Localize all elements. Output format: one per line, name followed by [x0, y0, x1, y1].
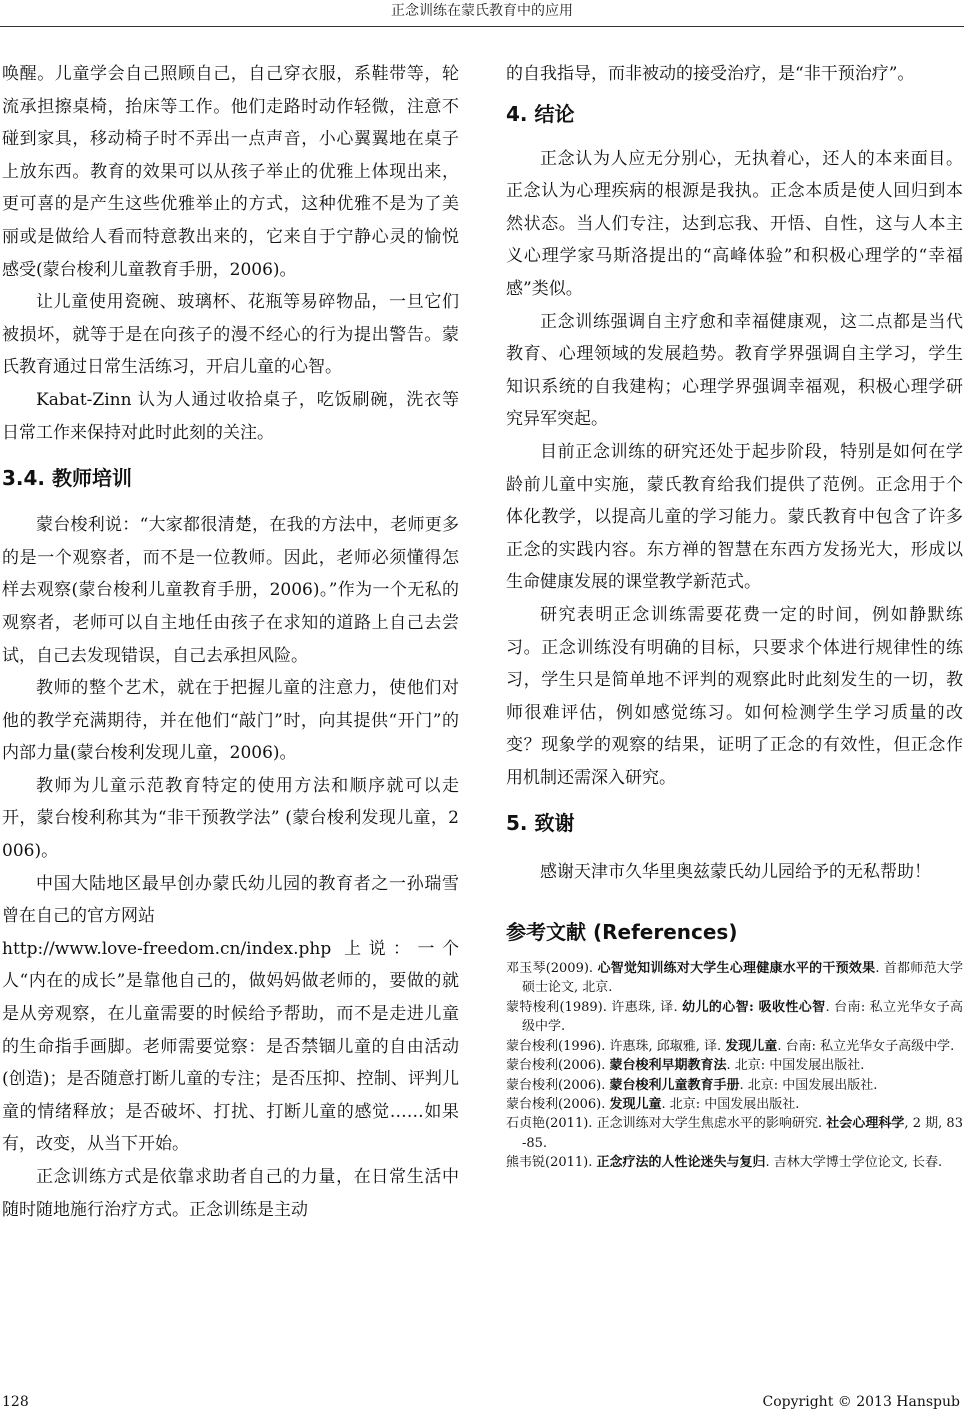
reference-suffix: . 北京: 中国发展出版社.: [661, 1096, 800, 1112]
reference-item: [506, 959, 963, 998]
body-paragraph-with-url: http://www.love-freedom.cn/index.php 上说：一个人“内在的成长”是靠他自己的，做妈妈做老师的，要做的就是从旁观察，在儿童需要的时候给予帮助，而不是走进儿童的生命指手画脚。老师需要觉察：是否禁锢儿童的自由活动(创造)；是否随意打断儿童的专注；是否压抑、控制、评判儿童的情绪释放；是否破坏、打扰、打断儿童的感觉……如果有，改变，从当下开始。: [2, 938, 459, 1155]
reference-item: [506, 1037, 963, 1056]
reference-title: 心智觉知训练对大学生心理健康水平的干预效果: [597, 961, 876, 977]
reference-item: [506, 1153, 963, 1172]
reference-title: 蒙台梭利儿童教育手册: [609, 1077, 740, 1093]
reference-title: 蒙台梭利早期教育法: [609, 1058, 727, 1074]
reference-prefix: 石贞艳(2011). 正念训练对大学生焦虑水平的影响研究.: [506, 1116, 827, 1132]
reference-suffix: , 2 期, 83-85.: [522, 1116, 963, 1151]
reference-title: 发现儿童: [725, 1038, 778, 1054]
reference-title: 幼儿的心智: 吸收性心智: [682, 999, 826, 1015]
header-rule: [0, 26, 964, 27]
page-number: 128: [2, 1394, 29, 1410]
reference-title: 正念疗法的人性论迷失与复归: [596, 1155, 766, 1171]
reference-item: [506, 998, 963, 1037]
body-paragraph: 感谢天津市久华里奥兹蒙氏幼儿园给予的无私帮助！: [540, 862, 931, 883]
reference-suffix: . 首都师范大学硕士论文, 北京.: [522, 961, 963, 996]
reference-prefix: 蒙台梭利(2006).: [506, 1058, 610, 1074]
body-paragraph: 中国大陆地区最早创办蒙氏幼儿园的教育者之一孙瑞雪曾在自己的官方网站: [2, 873, 459, 927]
body-paragraph: 正念训练强调自主疗愈和幸福健康观，这二点都是当代教育、心理领域的发展趋势。教育学界强调自主学习，学生知识系统的自我建构；心理学界强调幸福观，积极心理学研究异军突起。: [506, 311, 963, 430]
reference-item: [506, 1114, 963, 1153]
right-column: [506, 58, 963, 1173]
reference-suffix: . 台南: 私立光华女子高级中学.: [522, 999, 963, 1035]
body-paragraph: 正念认为人应无分别心，无执着心，还人的本来面目。正念认为心理疾病的根源是我执。正念本质是使人回归到本然状态。当人们专注，达到忘我、开悟、自性，这与人本主义心理学家马斯洛提出的“高峰体验”和积极心理学的“幸福感”类似。: [506, 148, 963, 299]
reference-item: [506, 1095, 963, 1114]
body-paragraph: 目前正念训练的研究还处于起步阶段，特别是如何在学龄前儿童中实施，蒙氏教育给我们提供了范例。正念用于个体化教学，以提高儿童的学习能力。蒙氏教育中包含了许多正念的实践内容。东方禅的智慧在东西方发扬光大，形成以生命健康发展的课堂教学新范式。: [506, 441, 963, 593]
references-heading: 参考文献 (References): [506, 920, 738, 945]
reference-suffix: . 台南: 私立光华女子高级中学.: [777, 1038, 955, 1054]
reference-suffix: . 北京: 中国发展出版社.: [726, 1058, 865, 1074]
section-heading-conclusion: 4. 结论: [506, 101, 575, 126]
reference-prefix: 蒙特梭利(1989). 许惠珠, 译.: [506, 999, 683, 1015]
running-header-title: 正念训练在蒙氏教育中的应用: [391, 3, 573, 19]
body-paragraph: 唤醒。儿童学会自己照顾自己，自己穿衣服，系鞋带等，轮流承担擦桌椅，抬床等工作。他们走路时动作轻微，注意不碰到家具，移动椅子时不弄出一点声音，小心翼翼地在桌子上放东西。教育的效果可以从孩子举止的优雅上体现出来，更可喜的是产生这些优雅举止的方式，这种优雅不是为了美丽或是做给人看而特意教出来的，它来自于宁静心灵的愉悦感受(蒙台梭利儿童教育手册，2006)。: [2, 64, 459, 280]
reference-prefix: 熊韦锐(2011).: [506, 1155, 597, 1171]
body-paragraph: 让儿童使用瓷碗、玻璃杯、花瓶等易碎物品，一旦它们被损坏，就等于是在向孩子的漫不经心的行为提出警告。蒙氏教育通过日常生活练习，开启儿童的心智。: [2, 292, 459, 378]
section-heading-teacher-training: 3.4. 教师培训: [2, 466, 132, 491]
body-paragraph: 教师为儿童示范教育特定的使用方法和顺序就可以走开，蒙台梭利称其为“非干预教学法” (蒙台梭利发现儿童，2006)。: [2, 775, 459, 862]
body-paragraph-continuation: 的自我指导，而非被动的接受治疗，是“非干预治疗”。: [506, 64, 915, 84]
reference-title: 社会心理科学: [826, 1116, 905, 1132]
body-paragraph: 研究表明正念训练需要花费一定的时间，例如静默练习。正念训练没有明确的目标，只要求个体进行规律性的练习，学生只是简单地不评判的观察此时此刻发生的一切，教师很难评估，例如感觉练习。如何检测学生学习质量的改变？现象学的观察的结果，证明了正念的有效性，但正念作用机制还需深入研究。: [506, 604, 963, 788]
body-paragraph: 教师的整个艺术，就在于把握儿童的注意力，使他们对他的教学充满期待，并在他们“敲门”时，向其提供“开门”的内部力量(蒙台梭利发现儿童，2006)。: [2, 678, 459, 764]
body-paragraph: 蒙台梭利说：“大家都很清楚，在我的方法中，老师更多的是一个观察者，而不是一位教师。因此，老师必须懂得怎样去观察(蒙台梭利儿童教育手册，2006)。”作为一个无私的观察者，老师可以自主地任由孩子在求知的道路上自己去尝试，自己去发现错误，自己去承担风险。: [2, 515, 459, 666]
reference-suffix: . 吉林大学博士学位论文, 长春.: [765, 1155, 943, 1171]
reference-item: [506, 1076, 963, 1095]
reference-suffix: . 北京: 中国发展出版社.: [739, 1077, 878, 1093]
section-heading-acknowledgement: 5. 致谢: [506, 811, 575, 836]
reference-prefix: 蒙台梭利(2006).: [506, 1077, 610, 1093]
reference-prefix: 蒙台梭利(1996). 许惠珠, 邱琡雅, 译.: [506, 1038, 726, 1054]
left-column: [2, 58, 459, 1226]
copyright-notice: Copyright © 2013 Hanspub: [762, 1394, 960, 1410]
references-list: [506, 959, 963, 1172]
reference-title: 发现儿童: [609, 1096, 662, 1112]
reference-item: [506, 1056, 963, 1075]
body-paragraph: Kabat-Zinn 认为人通过收拾桌子，吃饭刷碗，洗衣等日常工作来保持对此时此刻的关注。: [2, 389, 459, 443]
reference-prefix: 蒙台梭利(2006).: [506, 1096, 610, 1112]
body-paragraph: 正念训练方式是依靠求助者自己的力量，在日常生活中随时随地施行治疗方式。正念训练是主动: [2, 1167, 459, 1220]
reference-prefix: 邓玉琴(2009).: [506, 961, 598, 977]
